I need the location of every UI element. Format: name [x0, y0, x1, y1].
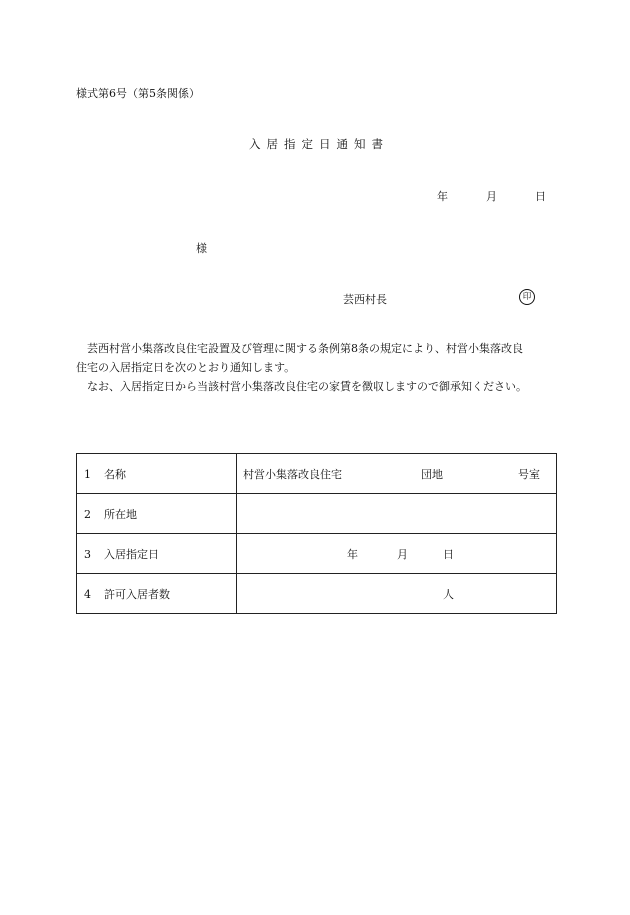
form-number: 様式第6号（第5条関係）	[76, 87, 200, 100]
table-row-address	[77, 494, 557, 534]
issuer-name: 芸西村長	[343, 293, 387, 306]
row-label-text: 許可入居者数	[104, 587, 170, 601]
move-in-date-cell	[237, 534, 557, 574]
table-row-move-in-date	[77, 534, 557, 574]
document-title: 入居指定日通知書	[249, 137, 389, 151]
addressee-suffix: 様	[196, 242, 207, 255]
name-value-cell	[237, 454, 557, 494]
housing-name: 村営小集落改良住宅	[243, 468, 342, 481]
table-row-occupants	[77, 574, 557, 614]
body-line: 芸西村営小集落改良住宅設置及び管理に関する条例第8条の規定により、村営小集落改良	[76, 342, 523, 355]
row-number: 1	[84, 467, 91, 481]
persons-unit: 人	[443, 588, 454, 601]
row-label	[77, 534, 237, 574]
row-label-text: 入居指定日	[104, 547, 159, 561]
move-in-month: 月	[397, 548, 408, 561]
row-number: 3	[84, 547, 91, 561]
danchi-label: 団地	[421, 468, 443, 481]
date-month-label: 月	[486, 190, 497, 203]
date-year-label: 年	[437, 190, 448, 203]
row-label	[77, 494, 237, 534]
move-in-year: 年	[347, 548, 358, 561]
seal-mark: 印	[519, 289, 535, 305]
notice-body	[76, 339, 561, 396]
row-label	[77, 454, 237, 494]
row-number: 2	[84, 507, 91, 521]
row-label	[77, 574, 237, 614]
row-label-text: 名称	[104, 467, 126, 481]
details-table	[76, 453, 557, 614]
move-in-day: 日	[443, 548, 454, 561]
address-value-cell	[237, 494, 557, 534]
occupants-cell	[237, 574, 557, 614]
row-label-text: 所在地	[104, 507, 137, 521]
body-line: 住宅の入居指定日を次のとおり通知します。	[76, 361, 296, 374]
room-label: 号室	[518, 468, 540, 481]
row-number: 4	[84, 587, 91, 601]
table-row-name	[77, 454, 557, 494]
date-day-label: 日	[535, 190, 546, 203]
body-line: なお、入居指定日から当該村営小集落改良住宅の家賃を徴収しますので御承知ください。	[76, 380, 527, 393]
